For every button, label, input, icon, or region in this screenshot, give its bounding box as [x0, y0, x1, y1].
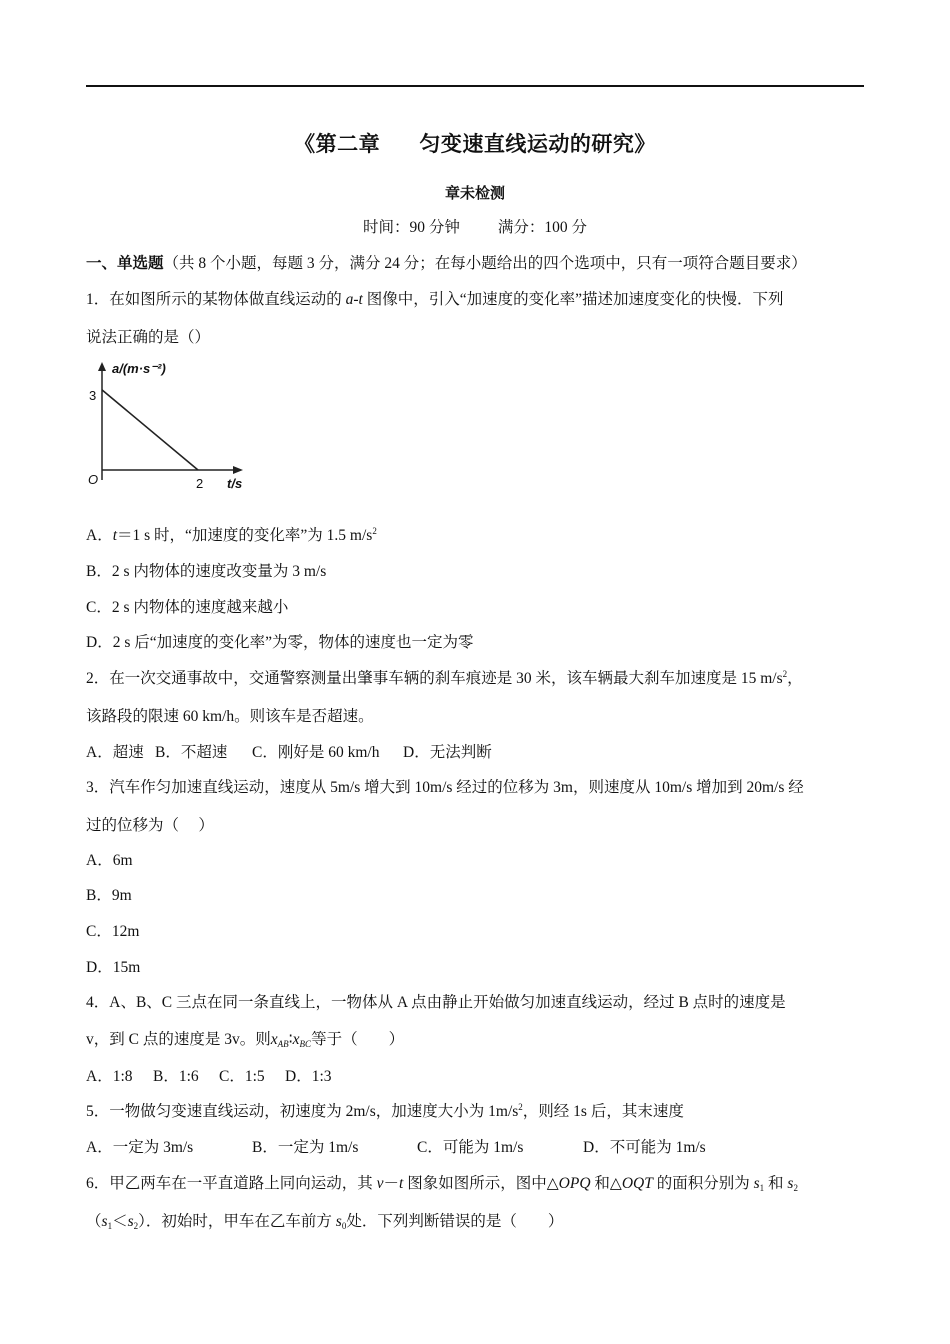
- q4-stem-line1: 4．A、B、C 三点在同一条直线上，一物体从 A 点由静止开始做匀加速直线运动，经过 B 点时的速度是: [86, 994, 786, 1011]
- exam-time: 时间：90 分钟: [362, 219, 460, 236]
- q2-stem-line1: 2．在一次交通事故中，交通警察测量出肇事车辆的刹车痕迹是 30 米，该车辆最大刹车加速度是 15 $m/s^2$，: [86, 669, 803, 687]
- x-tick-label: 2: [196, 476, 204, 491]
- x-axis-label: t/s: [227, 476, 243, 491]
- y-tick-label: 3: [89, 388, 97, 403]
- q4-option-b: B．1:6: [153, 1068, 199, 1085]
- q5-stem: 5．一物做匀变速直线运动，初速度为 2m/s，加速度大小为 $1m/s^2$，则经 1s 后，其末速度: [86, 1102, 684, 1120]
- header-rule: [86, 85, 864, 87]
- q3-stem-line2: 过的位移为（ ）: [86, 817, 214, 834]
- data-line: [102, 390, 198, 470]
- q6-stem-line1: 6．甲乙两车在一平直道路上同向运动，其 v－t 图象如图所示，图中△OPQ 和△OQT 的面积分别为 $s_1$ 和 $s_2$: [86, 1175, 798, 1193]
- x-axis-arrow: [233, 466, 243, 474]
- q2-option-d: D．无法判断: [403, 744, 492, 761]
- q2-option-a: A．超速: [86, 744, 144, 761]
- q1-stem-line1: [86, 287, 784, 309]
- q3-option-b: B．9m: [86, 887, 132, 904]
- q5-option-a: A．一定为 3m/s: [86, 1139, 194, 1156]
- q1-stem-line2: 说法正确的是（）: [86, 329, 211, 346]
- section-note: （共 8 个小题，每题 3 分，满分 24 分；在每小题给出的四个选项中，只有一项符合题目要求）: [163, 255, 807, 272]
- origin-label: O: [88, 472, 99, 487]
- q4-option-c: C．1:5: [219, 1068, 265, 1085]
- q4-stem-line2: v，到 C 点的速度是 3v。则$x_{AB}∶x_{BC}$等于（ ）: [86, 1031, 405, 1049]
- a-t-graph: [86, 358, 256, 493]
- q3-option-c: C．12m: [86, 923, 140, 940]
- exam-score: 满分：100 分: [497, 219, 588, 236]
- q4-option-a: A．1:8: [86, 1068, 133, 1085]
- q3-stem-line1: 3．汽车作匀加速直线运动，速度从 5m/s 增大到 10m/s 经过的位移为 3m，则速度从 10m/s 增加到 20m/s 经: [86, 779, 804, 796]
- y-axis-arrow: [98, 362, 106, 371]
- q1-option-b: B．2 s 内物体的速度改变量为 3 m/s: [86, 563, 327, 580]
- section-heading: [86, 251, 807, 273]
- q5-option-c: C．可能为 1m/s: [417, 1139, 524, 1156]
- q3-option-a: A．6m: [86, 852, 133, 869]
- q2-options: [86, 740, 492, 762]
- q2-option-b: B．不超速: [155, 744, 228, 761]
- page-subtitle: 章未检测: [444, 186, 505, 202]
- q4-option-d: D．1:3: [285, 1068, 332, 1085]
- exam-info: [0, 215, 950, 237]
- q1-var-at: a-t: [345, 291, 363, 308]
- q1-text-cont: 图像中，引入“加速度的变化率”描述加速度变化的快慢．下列: [362, 291, 784, 308]
- q4-options: [86, 1064, 332, 1086]
- page-title: 《第二章 匀变速直线运动的研究》: [294, 132, 656, 156]
- y-axis-label: a/(m·s⁻²): [112, 361, 166, 376]
- q3-option-d: D．15m: [86, 959, 141, 976]
- q6-stem-line2: $(s_1<s_2)$．初始时，甲车在乙车前方 $s_0$处．下列判断错误的是（ ）: [86, 1213, 564, 1231]
- q2-option-c: C．刚好是 60 km/h: [252, 744, 380, 761]
- q1-option-c: C．2 s 内物体的速度越来越小: [86, 599, 289, 616]
- section-title: 一、单选题: [86, 255, 164, 272]
- q1-text: 1．在如图所示的某物体做直线运动的: [86, 291, 346, 308]
- q5-option-b: B．一定为 1m/s: [252, 1139, 359, 1156]
- q1-option-a: A．t＝1 s 时，“加速度的变化率”为 1.5 $m/s^2$: [86, 526, 377, 544]
- q1-option-d: D．2 s 后“加速度的变化率”为零，物体的速度也一定为零: [86, 634, 474, 651]
- q5-options: [86, 1135, 706, 1157]
- q5-option-d: D．不可能为 1m/s: [583, 1139, 706, 1156]
- q2-stem-line2: 该路段的限速 60 km/h。则该车是否超速。: [86, 708, 374, 725]
